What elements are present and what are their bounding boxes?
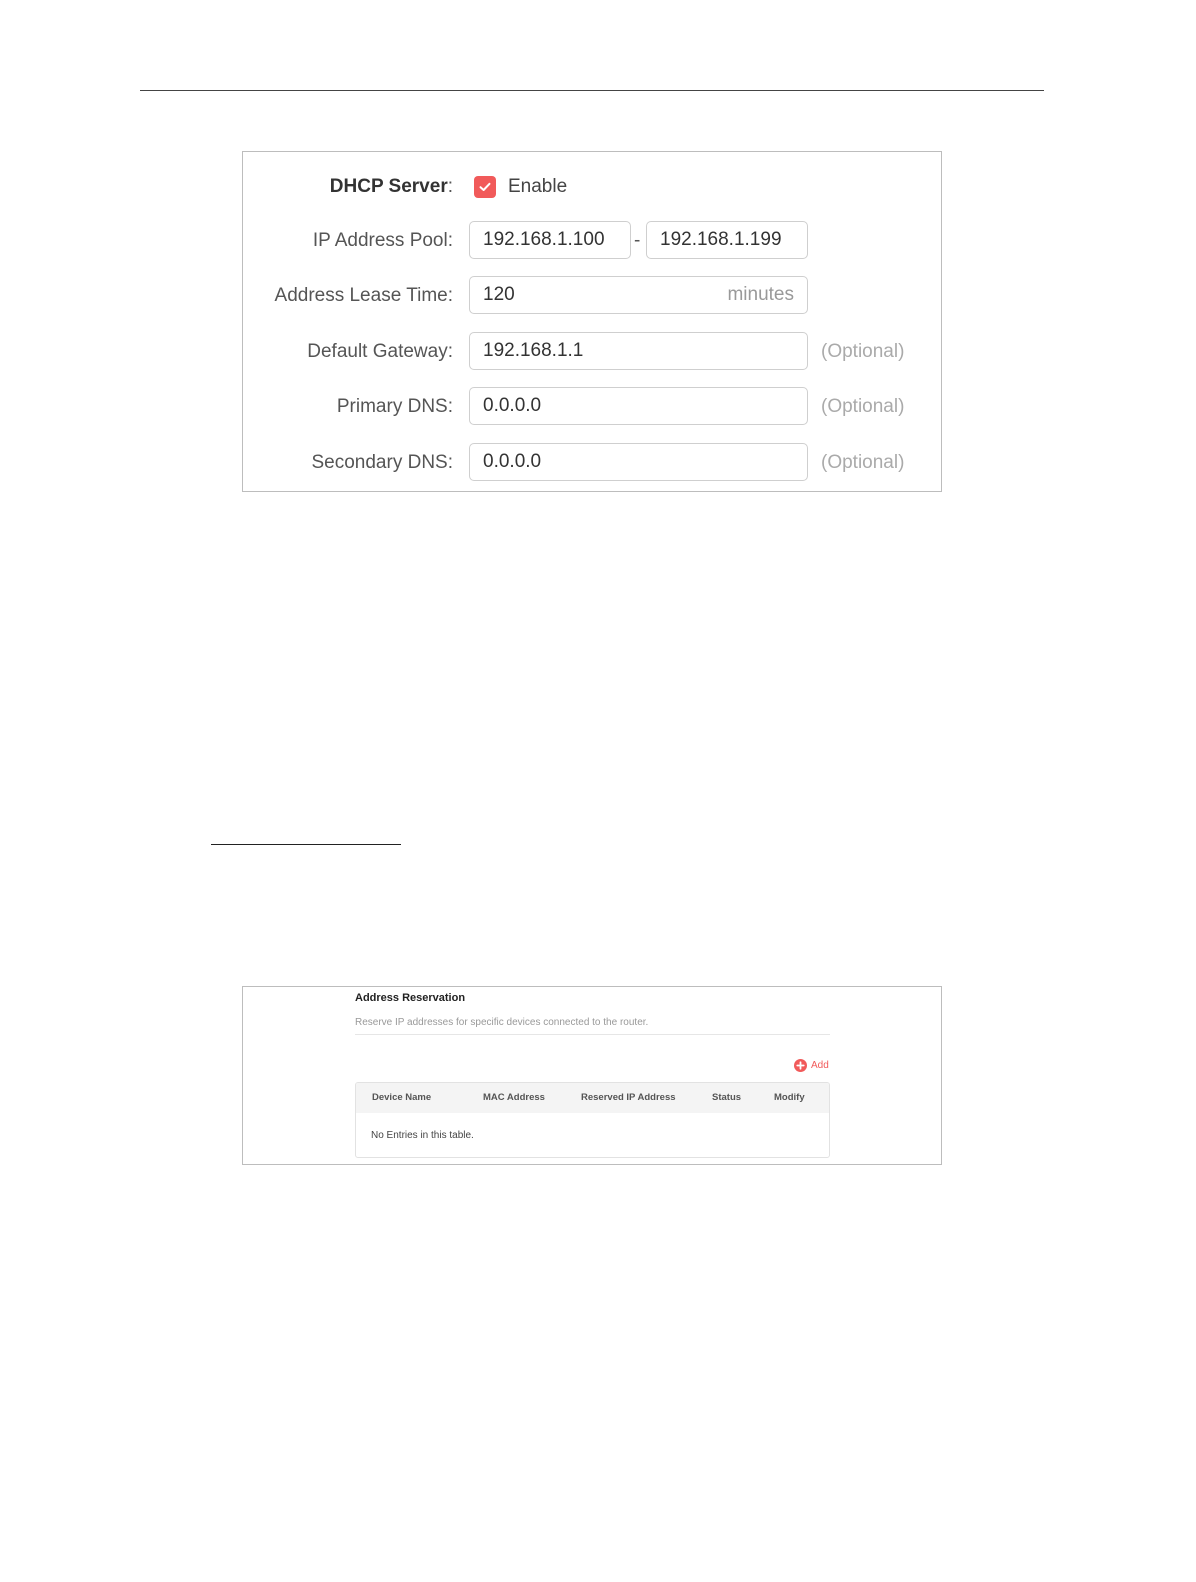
reservation-divider bbox=[355, 1034, 830, 1035]
pool-end-input[interactable]: 192.168.1.199 bbox=[646, 221, 808, 259]
lease-time-value: 120 bbox=[483, 284, 515, 305]
secondary-dns-label: Secondary DNS: bbox=[311, 452, 453, 473]
gateway-optional-hint: (Optional) bbox=[821, 341, 905, 362]
add-reservation-button[interactable] bbox=[794, 1058, 829, 1072]
secondary-dns-row bbox=[243, 443, 941, 483]
gateway-input[interactable]: 192.168.1.1 bbox=[469, 332, 808, 370]
plus-circle-icon bbox=[794, 1059, 807, 1072]
column-header-reserved-ip: Reserved IP Address bbox=[581, 1092, 676, 1103]
primary-dns-label: Primary DNS: bbox=[336, 396, 453, 417]
dhcp-server-row bbox=[243, 167, 941, 207]
add-label: Add bbox=[811, 1059, 829, 1071]
reservation-description: Reserve IP addresses for specific devices connected to the router. bbox=[355, 1017, 649, 1028]
primary-dns-input[interactable]: 0.0.0.0 bbox=[469, 387, 808, 425]
lease-time-label: Address Lease Time: bbox=[274, 285, 453, 306]
reservation-title: Address Reservation bbox=[355, 992, 466, 1004]
lease-time-input[interactable] bbox=[469, 276, 808, 314]
dhcp-settings-panel bbox=[242, 151, 942, 492]
reservation-table bbox=[355, 1082, 830, 1158]
pool-start-input[interactable]: 192.168.1.100 bbox=[469, 221, 631, 259]
ip-pool-label: IP Address Pool: bbox=[312, 230, 453, 251]
table-empty-message: No Entries in this table. bbox=[371, 1130, 474, 1141]
secondary-dns-optional-hint: (Optional) bbox=[821, 452, 905, 473]
dhcp-enable-label[interactable]: Enable bbox=[508, 176, 568, 197]
address-reservation-panel bbox=[242, 986, 942, 1165]
gateway-label: Default Gateway: bbox=[307, 341, 453, 362]
column-header-mac-address: MAC Address bbox=[483, 1092, 545, 1103]
reservation-table-header bbox=[356, 1083, 829, 1113]
section-rule bbox=[211, 844, 401, 845]
column-header-status: Status bbox=[712, 1092, 742, 1103]
lease-time-unit: minutes bbox=[727, 284, 794, 305]
lease-time-row bbox=[243, 276, 941, 316]
gateway-row bbox=[243, 332, 941, 372]
primary-dns-optional-hint: (Optional) bbox=[821, 396, 905, 417]
column-header-modify: Modify bbox=[774, 1092, 805, 1103]
secondary-dns-input[interactable]: 0.0.0.0 bbox=[469, 443, 808, 481]
primary-dns-row bbox=[243, 387, 941, 427]
column-header-device-name: Device Name bbox=[372, 1092, 432, 1103]
dhcp-enable-checkbox[interactable] bbox=[474, 176, 496, 198]
dhcp-server-label: DHCP Server: bbox=[329, 176, 453, 197]
header-rule bbox=[140, 90, 1044, 91]
ip-pool-row bbox=[243, 221, 941, 261]
check-icon bbox=[479, 182, 491, 192]
pool-range-dash: - bbox=[634, 230, 641, 251]
